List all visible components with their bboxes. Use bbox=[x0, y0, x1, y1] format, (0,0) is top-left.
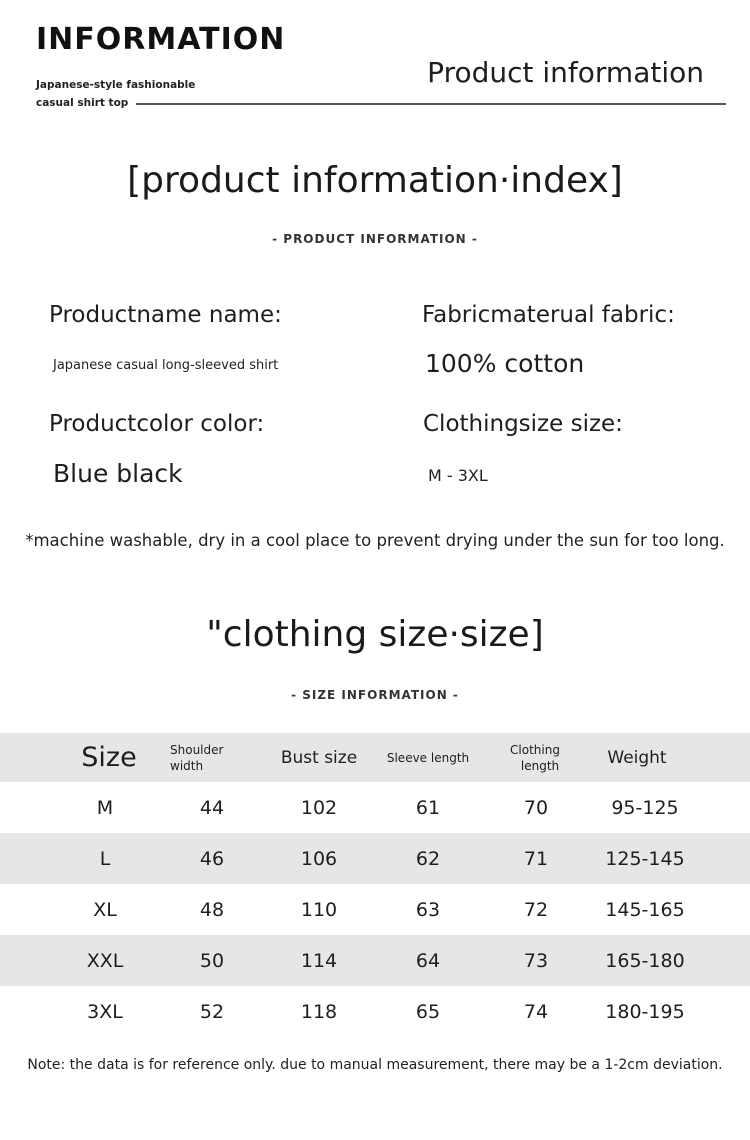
header-size: Size bbox=[81, 742, 137, 773]
size-table-header bbox=[0, 733, 750, 782]
header-clothing-length bbox=[488, 733, 582, 782]
header-weight: Weight bbox=[607, 747, 667, 768]
cell-size: L bbox=[99, 847, 111, 870]
table-row bbox=[0, 833, 750, 884]
size-info-subtitle: - SIZE INFORMATION - bbox=[291, 688, 459, 702]
header-section-label: Product information bbox=[427, 56, 704, 89]
table-row bbox=[0, 935, 750, 986]
size-info-title: "clothing size·size] bbox=[206, 614, 544, 655]
table-row bbox=[0, 782, 750, 833]
table-row bbox=[0, 986, 750, 1037]
cell-weight: 125-145 bbox=[605, 847, 685, 870]
cell-length: 73 bbox=[523, 949, 549, 972]
care-note: *machine washable, dry in a cool place to prevent drying under the sun for too long. bbox=[25, 531, 725, 550]
cell-bust: 106 bbox=[300, 847, 338, 870]
cell-weight: 145-165 bbox=[605, 898, 685, 921]
fabric-value: 100% cotton bbox=[425, 349, 585, 378]
cell-sleeve: 65 bbox=[415, 1000, 441, 1023]
cell-length: 74 bbox=[523, 1000, 549, 1023]
cell-length: 70 bbox=[523, 796, 549, 819]
cell-size: M bbox=[96, 796, 114, 819]
cell-size: 3XL bbox=[87, 1000, 123, 1023]
size-table bbox=[0, 733, 750, 1037]
header-shoulder-line2: width bbox=[170, 758, 204, 773]
header-shoulder-width bbox=[170, 733, 262, 782]
cell-size: XXL bbox=[86, 949, 124, 972]
product-name-value: Japanese casual long-sleeved shirt bbox=[53, 358, 279, 373]
cell-shoulder: 48 bbox=[199, 898, 225, 921]
cell-sleeve: 61 bbox=[415, 796, 441, 819]
clothing-size-label: Clothingsize size: bbox=[423, 411, 623, 437]
cell-shoulder: 52 bbox=[199, 1000, 225, 1023]
product-info-subtitle: - PRODUCT INFORMATION - bbox=[272, 232, 478, 246]
header-divider bbox=[136, 103, 726, 105]
size-table-body bbox=[0, 782, 750, 1037]
cell-bust: 114 bbox=[300, 949, 338, 972]
clothing-size-value: M - 3XL bbox=[428, 466, 488, 485]
table-row bbox=[0, 884, 750, 935]
cell-length: 71 bbox=[523, 847, 549, 870]
cell-sleeve: 62 bbox=[415, 847, 441, 870]
product-color-value: Blue black bbox=[53, 459, 183, 488]
cell-shoulder: 50 bbox=[199, 949, 225, 972]
cell-weight: 95-125 bbox=[611, 796, 679, 819]
cell-shoulder: 46 bbox=[199, 847, 225, 870]
cell-bust: 102 bbox=[300, 796, 338, 819]
product-info-title: [product information·index] bbox=[127, 160, 623, 201]
cell-weight: 165-180 bbox=[605, 949, 685, 972]
cell-size: XL bbox=[93, 898, 117, 921]
header-shoulder-line1: Shoulder bbox=[170, 742, 224, 757]
header-clothing-line1: Clothing bbox=[510, 742, 560, 757]
cell-bust: 110 bbox=[300, 898, 338, 921]
header-bust-size: Bust size bbox=[280, 747, 358, 768]
brand-subtitle bbox=[36, 76, 206, 112]
product-name-label: Productname name: bbox=[49, 302, 282, 328]
header-clothing-line2: length bbox=[520, 758, 560, 773]
cell-shoulder: 44 bbox=[199, 796, 225, 819]
brand-title: INFORMATION bbox=[36, 22, 286, 57]
cell-bust: 118 bbox=[300, 1000, 338, 1023]
cell-length: 72 bbox=[523, 898, 549, 921]
brand-subtitle-line2: casual shirt top bbox=[36, 97, 129, 109]
brand-subtitle-line1: Japanese-style fashionable bbox=[36, 79, 196, 91]
cell-sleeve: 64 bbox=[415, 949, 441, 972]
cell-sleeve: 63 bbox=[415, 898, 441, 921]
header-sleeve-length: Sleeve length bbox=[386, 750, 470, 765]
fabric-label: Fabricmaterual fabric: bbox=[422, 302, 675, 328]
measurement-note: Note: the data is for reference only. due to manual measurement, there may be a 1-2cm deviation. bbox=[27, 1057, 723, 1073]
product-color-label: Productcolor color: bbox=[49, 411, 265, 437]
cell-weight: 180-195 bbox=[605, 1000, 685, 1023]
